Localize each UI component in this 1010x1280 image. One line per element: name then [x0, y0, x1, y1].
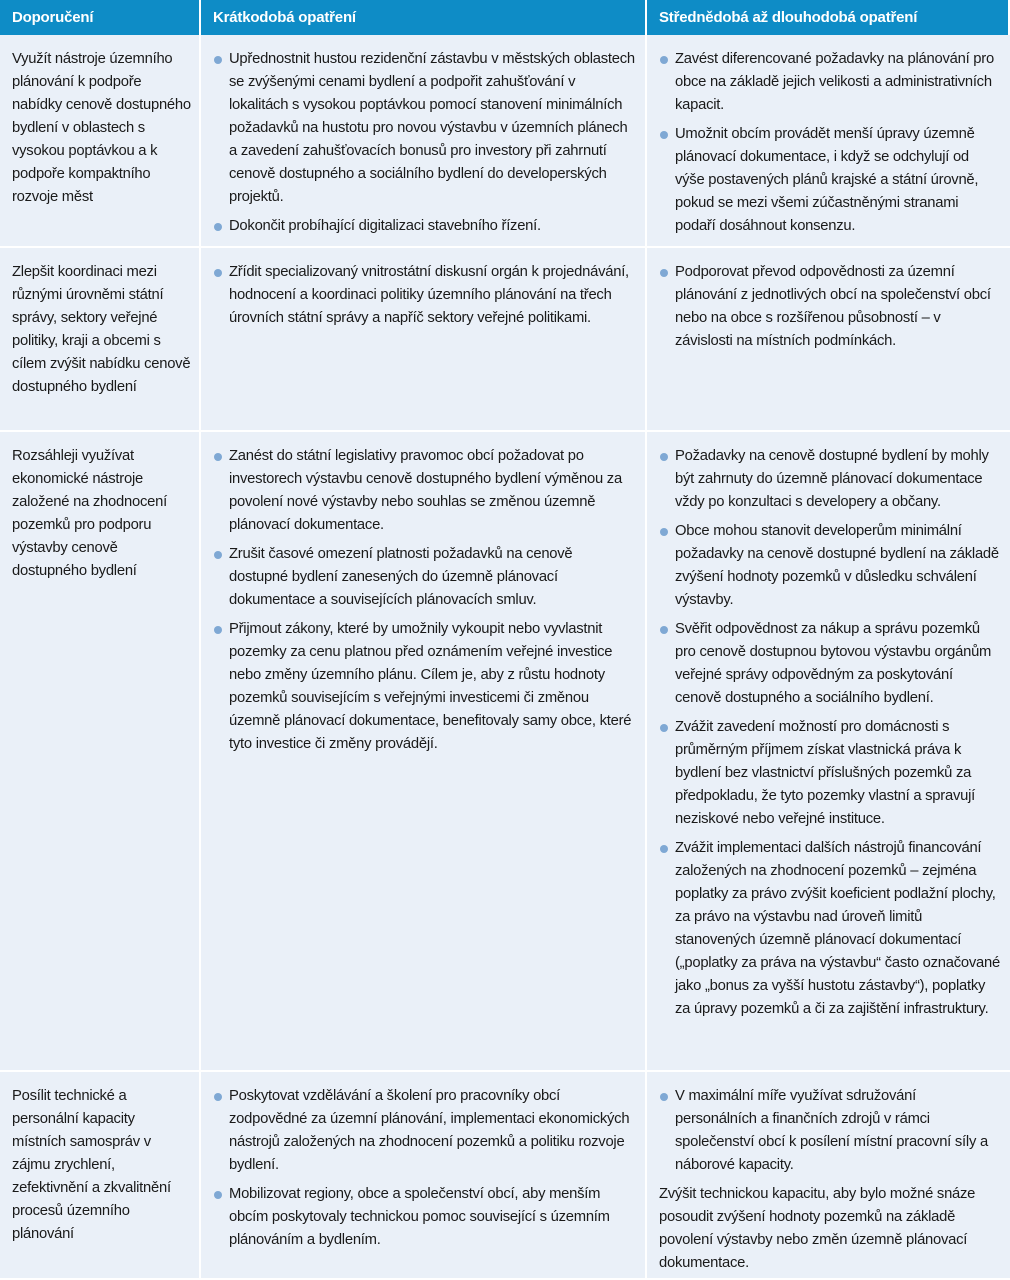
- list-item: Obce mohou stanovit developerům minimální požadavky na cenově dostupné bydlení na základě zvýšení hodnoty pozemků v důsledku schválení výstavby.: [659, 520, 1000, 612]
- list-item: Přijmout zákony, které by umožnily vykoupit nebo vyvlastnit pozemky za cenu platnou před oznámením veřejné investice nebo změny územního plánu. Cílem je, aby z růstu hodnoty pozemků souvisejícím s veřejnými investicemi či změnou územně plánovací dokumentace, benefitovaly samy obce, které tyto investice či změny provádějí.: [213, 618, 635, 756]
- medium-term-list: [659, 48, 1000, 238]
- short-term-cell: [201, 248, 647, 432]
- medium-term-list: [659, 1085, 1000, 1177]
- short-term-list: [213, 48, 635, 238]
- list-item: Dokončit probíhající digitalizaci stavebního řízení.: [213, 215, 635, 238]
- short-term-cell: [201, 1072, 647, 1280]
- medium-term-cell: [647, 248, 1010, 432]
- list-item: Poskytovat vzdělávání a školení pro pracovníky obcí zodpovědné za územní plánování, implementaci ekonomických nástrojů založených na zhodnocení pozemků a politiku rozvoje bydlení.: [213, 1085, 635, 1177]
- list-item: Zanést do státní legislativy pravomoc obcí požadovat po investorech výstavbu cenově dostupného bydlení výměnou za povolení nové výstavby nebo souhlas se změnou územně plánovací dokumentace.: [213, 445, 635, 537]
- recommendation-cell: Využít nástroje územního plánování k podpoře nabídky cenově dostupného bydlení v oblastech s vysokou poptávkou a k podpoře kompaktního rozvoje měst: [0, 35, 201, 248]
- list-item: Zvážit zavedení možností pro domácnosti s průměrným příjmem získat vlastnická práva k bydlení bez vlastnictví příslušných pozemků za předpokladu, že tyto pozemky vlastní a spravují neziskové nebo veřejné instituce.: [659, 716, 1000, 831]
- recommendation-cell: Zlepšit koordinaci mezi různými úrovněmi státní správy, sektory veřejné politiky, kraji a obcemi s cílem zvýšit nabídku cenově dostupného bydlení: [0, 248, 201, 432]
- recommendation-cell: Rozsáhleji využívat ekonomické nástroje založené na zhodnocení pozemků pro podporu výstavby cenově dostupného bydlení: [0, 432, 201, 1072]
- medium-term-list: [659, 261, 1000, 353]
- list-item: Zřídit specializovaný vnitrostátní diskusní orgán k projednávání, hodnocení a koordinaci politiky územního plánování na třech úrovních státní správy a napříč sektory veřejné politikami.: [213, 261, 635, 330]
- short-term-list: [213, 261, 635, 330]
- short-term-cell: [201, 432, 647, 1072]
- list-item: Mobilizovat regiony, obce a společenství obcí, aby menším obcím poskytovaly technickou pomoc související s územním plánováním a bydlením.: [213, 1183, 635, 1252]
- medium-term-note: Zvýšit technickou kapacitu, aby bylo možné snáze posoudit zvýšení hodnoty pozemků na základě povolení výstavby nebo změn územně plánovací dokumentace.: [659, 1186, 976, 1271]
- medium-term-list: [659, 445, 1000, 1021]
- medium-term-cell: [647, 35, 1010, 248]
- short-term-cell: [201, 35, 647, 248]
- list-item: Umožnit obcím provádět menší úpravy územně plánovací dokumentace, i když se odchylují od výše postavených plánů krajské a státní úrovně, pokud se mezi všemi zúčastněnými stranami podaří dosáhnout konsenzu.: [659, 123, 1000, 238]
- recommendation-cell: Posílit technické a personální kapacity místních samospráv v zájmu zrychlení, zefektivnění a zkvalitnění procesů územního plánování: [0, 1072, 201, 1280]
- header-medium-long-term: Střednědobá až dlouhodobá opatření: [647, 0, 1010, 35]
- list-item: Zrušit časové omezení platnosti požadavků na cenově dostupné bydlení zanesených do územně plánovací dokumentace a souvisejících plánovacích smluv.: [213, 543, 635, 612]
- medium-term-cell: [647, 1072, 1010, 1280]
- list-item: Požadavky na cenově dostupné bydlení by mohly být zahrnuty do územně plánovací dokumentace vždy po konzultaci s developery a občany.: [659, 445, 1000, 514]
- short-term-list: [213, 445, 635, 756]
- medium-term-cell: [647, 432, 1010, 1072]
- list-item: V maximální míře využívat sdružování personálních a finančních zdrojů v rámci společenství obcí k posílení místní pracovní síly a náborové kapacity.: [659, 1085, 1000, 1177]
- list-item: Svěřit odpovědnost za nákup a správu pozemků pro cenově dostupnou bytovou výstavbu orgánům veřejné správy odpovědným za poskytování cenově dostupného a sociálního bydlení.: [659, 618, 1000, 710]
- list-item: Upřednostnit hustou rezidenční zástavbu v městských oblastech se zvýšenými cenami bydlení a podpořit zahušťování v lokalitách s vysokou poptávkou pomocí stanovení minimálních požadavků na hustotu pro novou výstavbu v územních plánech a zavedení zahušťovacích bonusů pro investory při zahrnutí cenově dostupného a sociálního bydlení do developerských projektů.: [213, 48, 635, 209]
- short-term-list: [213, 1085, 635, 1252]
- list-item: Podporovat převod odpovědnosti za územní plánování z jednotlivých obcí na společenství obcí nebo na obce s rozšířenou působností – v závislosti na místních podmínkách.: [659, 261, 1000, 353]
- header-recommendation: Doporučení: [0, 0, 201, 35]
- list-item: Zavést diferencované požadavky na plánování pro obce na základě jejich velikosti a administrativních kapacit.: [659, 48, 1000, 117]
- list-item: Zvážit implementaci dalších nástrojů financování založených na zhodnocení pozemků – zejména poplatky za právo zvýšit koeficient podlažní plochy, za právo na výstavbu nad úroveň limitů stanovených územně plánovací dokumentací („poplatky za práva na výstavbu“ často označované jako „bonus za vyšší hustotu zástavby“), poplatky za úpravy pozemků a či za zajištění infrastruktury.: [659, 837, 1000, 1021]
- header-short-term: Krátkodobá opatření: [201, 0, 647, 35]
